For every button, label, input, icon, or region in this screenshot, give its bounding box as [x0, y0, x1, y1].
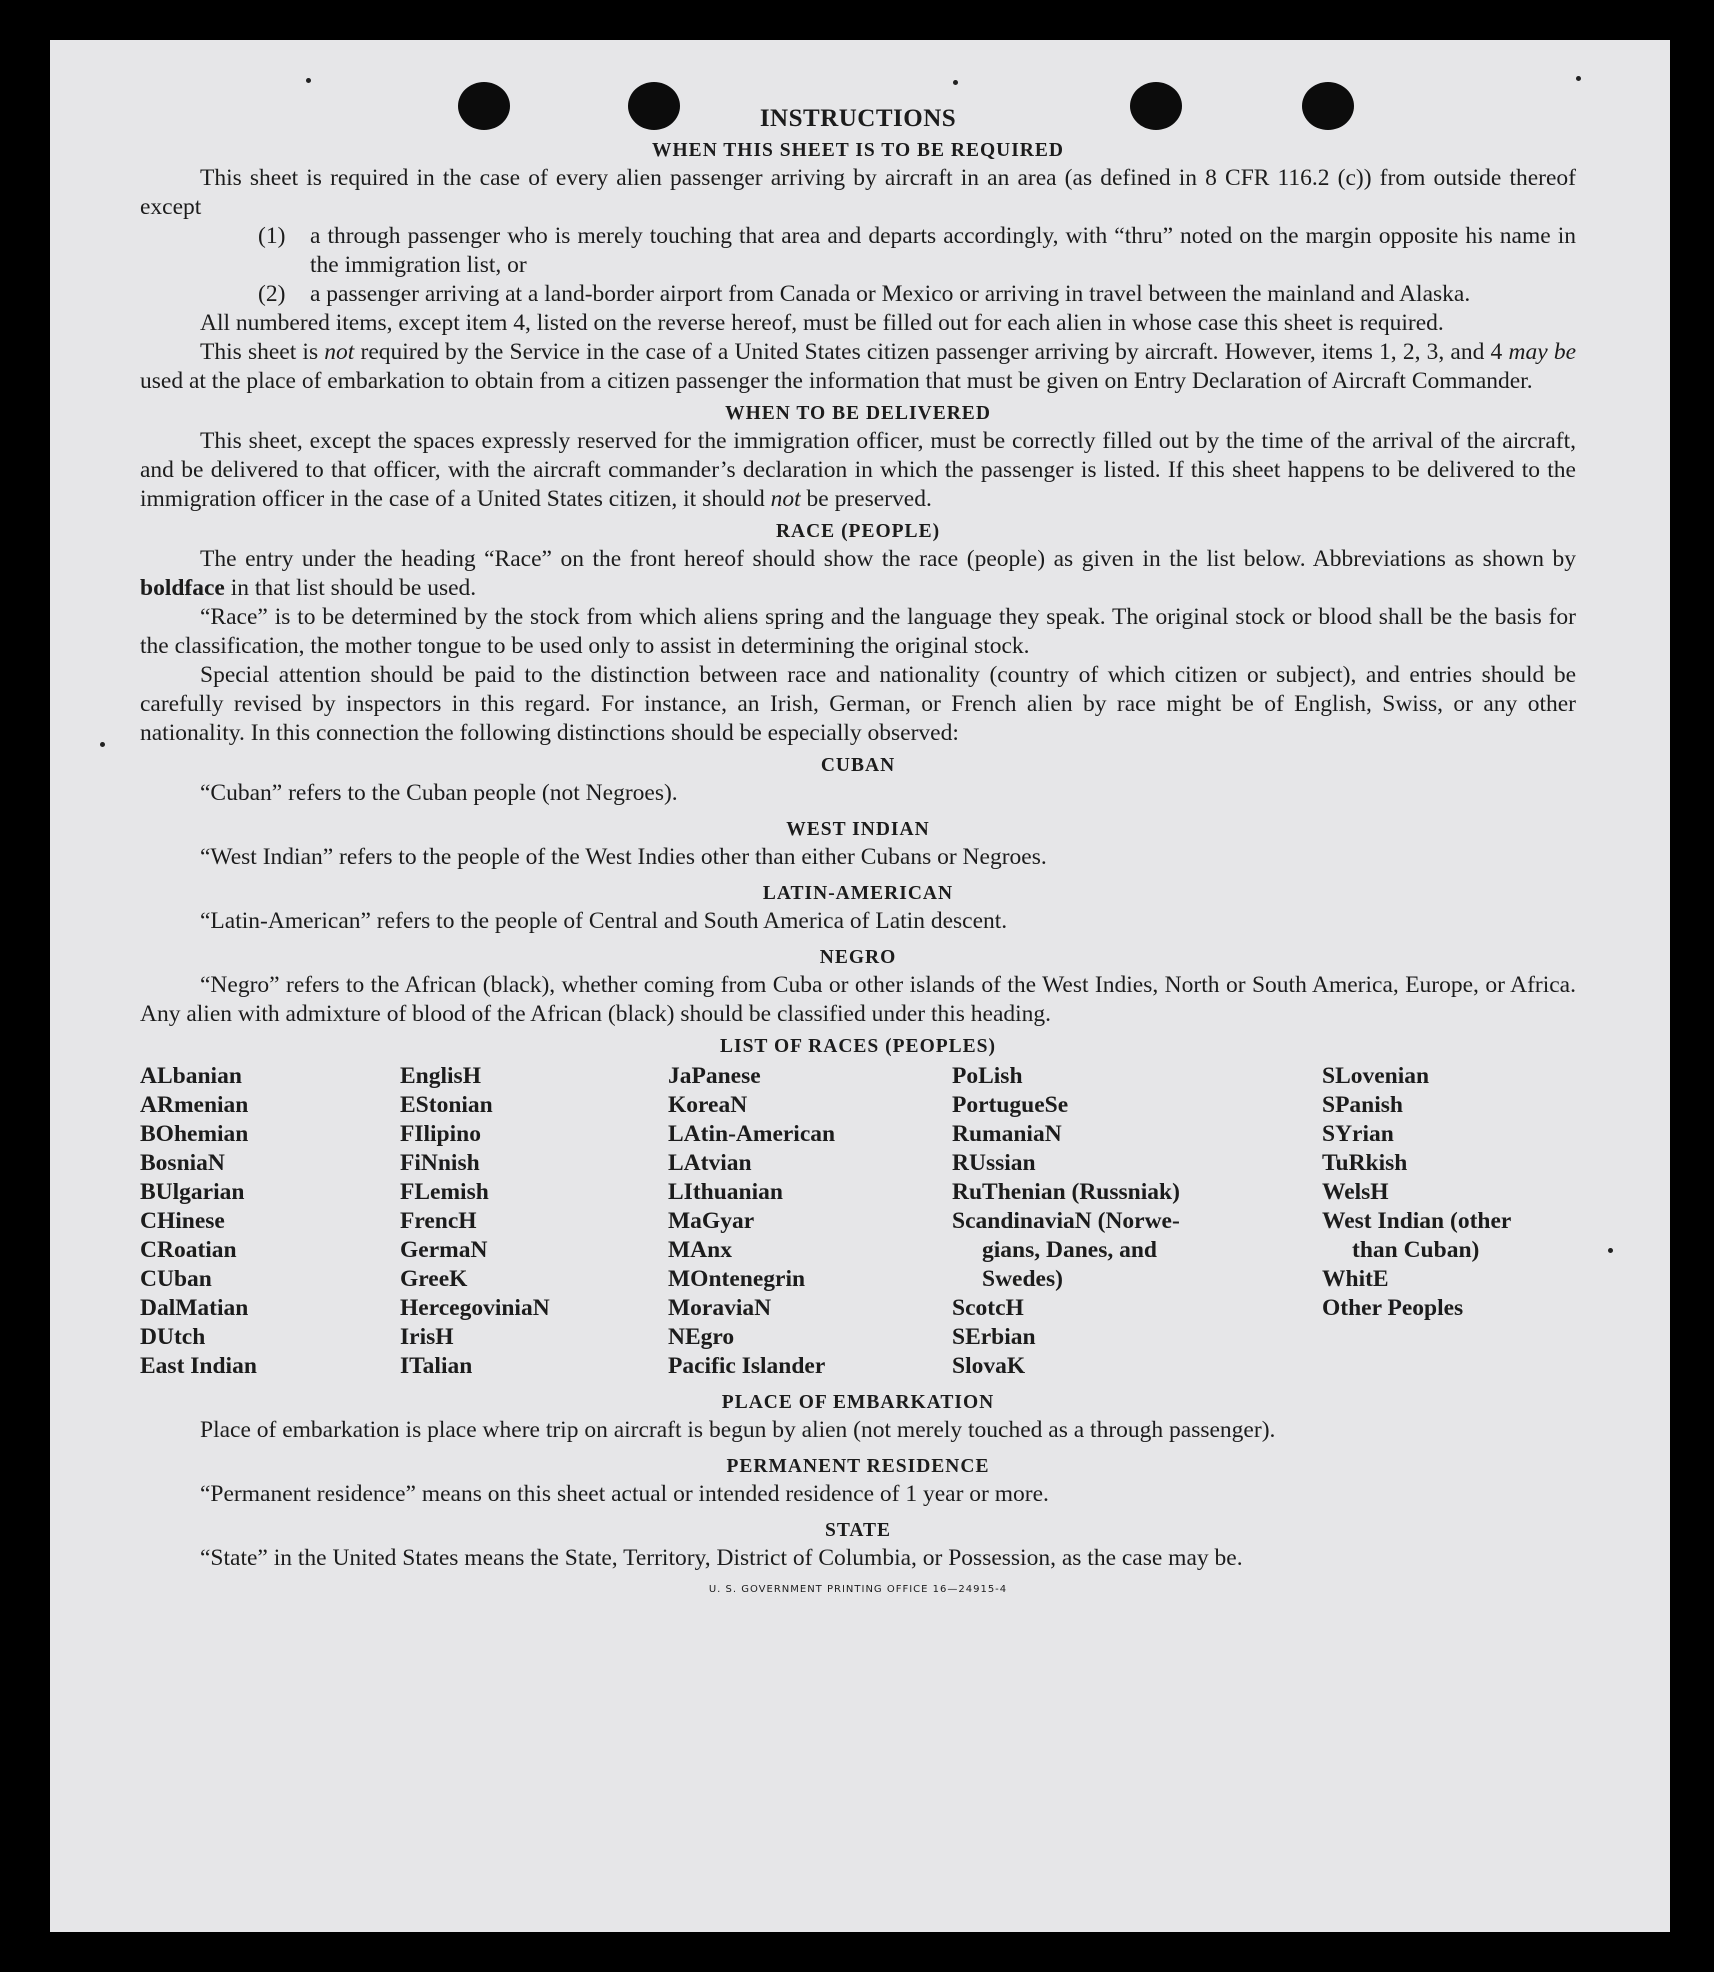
text-run: be preserved.: [800, 486, 932, 512]
text-run: The entry under the heading “Race” on the front hereof should show the race (people) as given in the list below. Abbreviations as shown by: [200, 546, 1576, 572]
text-run: required by the Service in the case of a United States citizen passenger arriving by aircraft. However, items 1, 2, 3, and 4: [354, 339, 1509, 365]
item-text: a through passenger who is merely touching that area and departs accordingly, with “thru” noted on the margin opposite his name in the immigration list, or: [310, 223, 1576, 278]
section-heading: PERMANENT RESIDENCE: [726, 1456, 990, 1477]
text-run: used at the place of embarkation to obtain from a citizen passenger the information that must be given on Entry Declaration of Aircraft Commander.: [140, 368, 1533, 394]
race-entry: CHinese: [140, 1208, 225, 1234]
race-entry: West Indian (other: [1322, 1208, 1512, 1234]
page-title: INSTRUCTIONS: [759, 105, 957, 132]
race-entry: SYrian: [1322, 1121, 1394, 1147]
speck: [306, 78, 311, 83]
section-heading: WHEN TO BE DELIVERED: [725, 403, 991, 424]
paragraph: “Negro” refers to the African (black), whether coming from Cuba or other islands of the West Indies, North or South America, Europe, or Africa. Any alien with admixture of blood of the African (black) should be classified under this heading.: [140, 972, 1576, 1027]
speck: [100, 742, 105, 747]
race-entry: ITalian: [400, 1353, 473, 1379]
item-number: (1): [258, 223, 286, 249]
paragraph: “Cuban” refers to the Cuban people (not Negroes).: [200, 780, 678, 806]
race-entry: gians, Danes, and: [982, 1237, 1157, 1263]
race-entry: JaPanese: [668, 1063, 761, 1089]
race-entry: East Indian: [140, 1353, 257, 1379]
race-entry: IrisH: [400, 1324, 454, 1350]
race-entry: RUssian: [952, 1150, 1036, 1176]
section-heading: CUBAN: [820, 755, 896, 776]
race-entry: PortugueSe: [952, 1092, 1069, 1118]
race-entry: LIthuanian: [668, 1179, 783, 1205]
paragraph: [140, 545, 1576, 603]
paragraph: Special attention should be paid to the distinction between race and nationality (country of which citizen or subject), and entries should be carefully revised by inspectors in this regard. For instance, an Irish, German, or French alien by race might be of English, Swiss, or any other nationality. In this connection the following distinctions should be especially observed:: [140, 662, 1576, 746]
race-entry: MAnx: [668, 1237, 732, 1263]
race-column: [1322, 1062, 1576, 1381]
race-entry: RumaniaN: [952, 1121, 1062, 1147]
race-entry: SPanish: [1322, 1092, 1403, 1118]
race-entry: EStonian: [400, 1092, 493, 1118]
race-entry: CUban: [140, 1266, 212, 1292]
instructions-body: [140, 102, 1576, 1604]
speck: [953, 80, 958, 85]
paragraph: All numbered items, except item 4, listed on the reverse hereof, must be filled out for each alien in whose case this sheet is required.: [200, 310, 1444, 336]
section-heading: PLACE OF EMBARKATION: [721, 1392, 995, 1413]
item-number: (2): [258, 281, 286, 307]
italic-text: not: [324, 339, 355, 365]
race-column: [952, 1062, 1322, 1381]
race-entry: HercegoviniaN: [400, 1295, 550, 1321]
race-entry: BosniaN: [140, 1150, 225, 1176]
speck: [1576, 76, 1581, 81]
race-entry: BOhemian: [140, 1121, 249, 1147]
italic-text: may be: [1508, 339, 1576, 365]
race-entry: WhitE: [1322, 1266, 1389, 1292]
race-entry: ScandinaviaN (Norwe-: [952, 1208, 1180, 1234]
race-entry: Other Peoples: [1322, 1295, 1464, 1321]
speck: [1608, 1248, 1613, 1253]
list-item: [258, 280, 1576, 309]
section-heading: NEGRO: [819, 947, 897, 968]
race-entry: Swedes): [982, 1266, 1063, 1292]
paragraph: This sheet is required in the case of every alien passenger arriving by aircraft in an area (as defined in 8 CFR 116.2 (c)) from outside thereof except: [140, 165, 1576, 220]
paragraph: “Permanent residence” means on this sheet actual or intended residence of 1 year or more.: [200, 1481, 1049, 1507]
race-entry: SlovaK: [952, 1353, 1026, 1379]
section-heading: RACE (PEOPLE): [775, 521, 941, 542]
race-entry: FIlipino: [400, 1121, 481, 1147]
race-entry: FiNnish: [400, 1150, 480, 1176]
race-list: [140, 1062, 1576, 1381]
race-entry: Pacific Islander: [668, 1353, 826, 1379]
paragraph: “State” in the United States means the State, Territory, District of Columbia, or Possession, as the case may be.: [200, 1545, 1243, 1571]
race-entry: GermaN: [400, 1237, 488, 1263]
race-entry: ScotcH: [952, 1295, 1024, 1321]
race-entry: MaGyar: [668, 1208, 755, 1234]
race-entry: RuThenian (Russniak): [952, 1179, 1180, 1205]
text-run: This sheet is: [200, 339, 325, 365]
race-entry: BUlgarian: [140, 1179, 245, 1205]
race-entry: TuRkish: [1322, 1150, 1408, 1176]
race-entry: WelsH: [1322, 1179, 1389, 1205]
section-heading: LIST OF RACES (PEOPLES): [719, 1036, 996, 1057]
race-entry: than Cuban): [1352, 1237, 1480, 1263]
section-heading: STATE: [824, 1520, 892, 1541]
paragraph: “West Indian” refers to the people of the West Indies other than either Cubans or Negroes.: [200, 844, 1047, 870]
printer-imprint: U. S. GOVERNMENT PRINTING OFFICE 16—24915-4: [708, 1584, 1008, 1595]
race-entry: KoreaN: [668, 1092, 748, 1118]
document-page: [50, 40, 1670, 1932]
race-entry: GreeK: [400, 1266, 468, 1292]
race-column: [400, 1062, 668, 1381]
race-entry: FLemish: [400, 1179, 489, 1205]
race-entry: PoLish: [952, 1063, 1023, 1089]
race-entry: LAtin-American: [668, 1121, 836, 1147]
paragraph: “Race” is to be determined by the stock from which aliens spring and the language they speak. The original stock or blood shall be the basis for the classification, the mother tongue to be used only to assist in determining the original stock.: [140, 604, 1576, 659]
race-entry: DalMatian: [140, 1295, 249, 1321]
race-entry: CRoatian: [140, 1237, 237, 1263]
section-heading: LATIN-AMERICAN: [762, 883, 954, 904]
paragraph: Place of embarkation is place where trip on aircraft is begun by alien (not merely touched as a through passenger).: [200, 1417, 1276, 1443]
text-run: This sheet, except the spaces expressly reserved for the immigration officer, must be correctly filled out by the time of the arrival of the aircraft, and be delivered to that officer, with the aircraft commander’s declaration in which the passenger is listed. If this sheet happens to be delivered to the immigration officer in the case of a United States citizen, it should: [140, 428, 1576, 512]
race-entry: NEgro: [668, 1324, 735, 1350]
race-entry: LAtvian: [668, 1150, 752, 1176]
race-entry: ARmenian: [140, 1092, 249, 1118]
paragraph: [140, 427, 1576, 514]
race-entry: ALbanian: [140, 1063, 242, 1089]
race-entry: MoraviaN: [668, 1295, 772, 1321]
race-entry: EnglisH: [400, 1063, 481, 1089]
race-entry: DUtch: [140, 1324, 206, 1350]
race-entry: SErbian: [952, 1324, 1036, 1350]
item-text: a passenger arriving at a land-border airport from Canada or Mexico or arriving in travel between the mainland and Alaska.: [310, 281, 1471, 307]
race-column: [140, 1062, 400, 1381]
italic-text: not: [770, 486, 801, 512]
paragraph: “Latin-American” refers to the people of Central and South America of Latin descent.: [200, 908, 1008, 934]
race-entry: SLovenian: [1322, 1063, 1430, 1089]
list-item: [258, 222, 1576, 280]
section-heading: WEST INDIAN: [786, 819, 930, 840]
paragraph: [140, 338, 1576, 396]
section-heading: WHEN THIS SHEET IS TO BE REQUIRED: [652, 140, 1064, 161]
race-column: [668, 1062, 952, 1381]
bold-text: boldface: [140, 575, 225, 601]
race-entry: FrencH: [400, 1208, 477, 1234]
race-entry: MOntenegrin: [668, 1266, 806, 1292]
text-run: in that list should be used.: [224, 575, 477, 601]
